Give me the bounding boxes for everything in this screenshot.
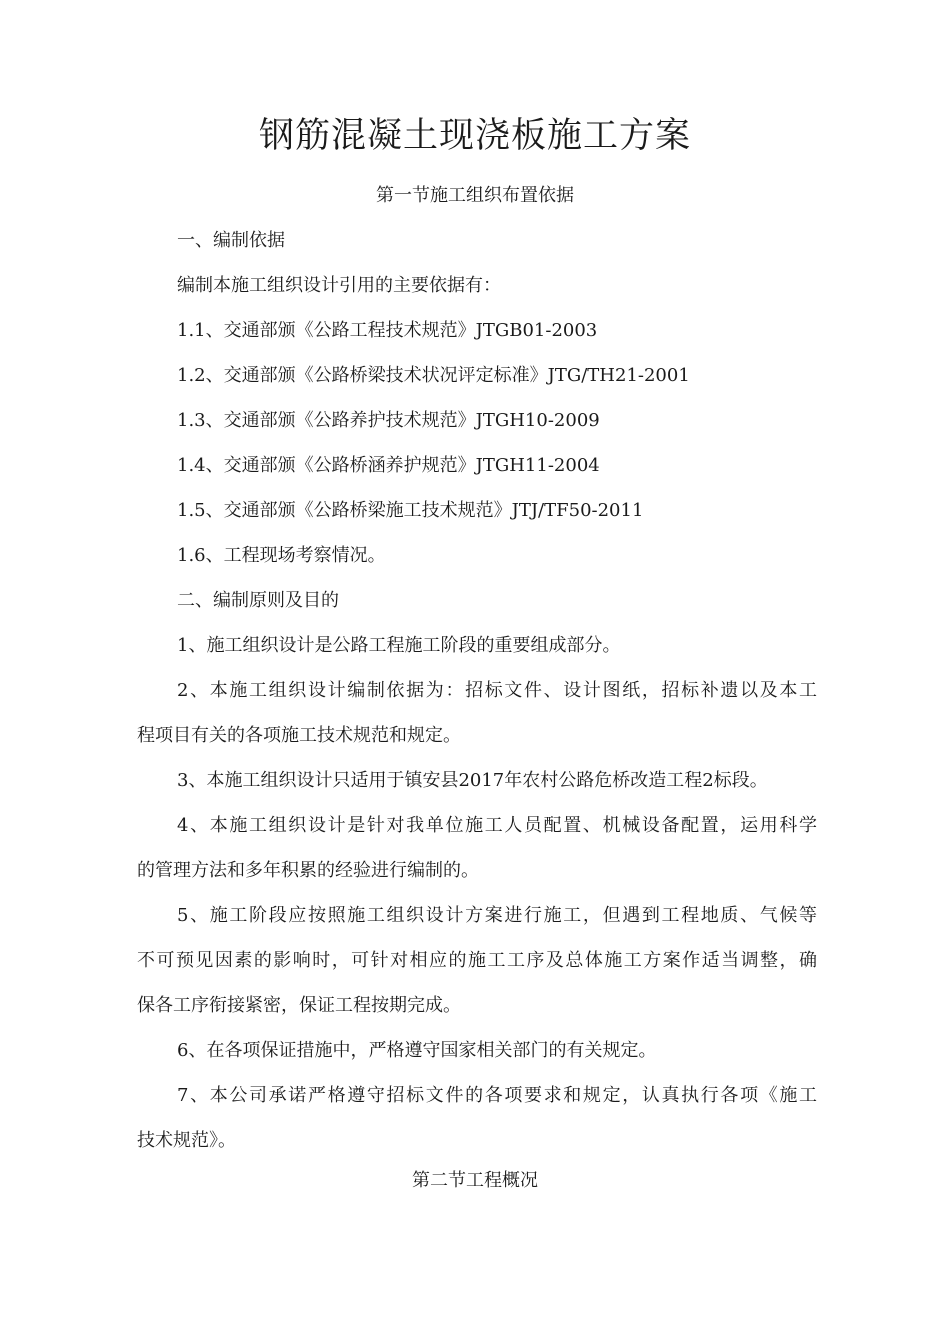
section-1-title: 第一节施工组织布置依据	[376, 185, 574, 206]
principle-3: 3、本施工组织设计只适用于镇安县2017年农村公路危桥改造工程2标段。	[177, 770, 768, 791]
principle-5-line-3: 保各工序衔接紧密，保证工程按期完成。	[137, 995, 461, 1016]
principle-4-line-2: 的管理方法和多年积累的经验进行编制的。	[137, 860, 479, 881]
reference-item: 1.5、交通部颁《公路桥梁施工技术规范》JTJ/TF50-2011	[177, 500, 644, 521]
reference-item: 1.6、工程现场考察情况。	[177, 545, 386, 566]
reference-item: 1.1、交通部颁《公路工程技术规范》JTGB01-2003	[177, 320, 598, 341]
reference-item: 1.2、交通部颁《公路桥梁技术状况评定标准》JTG/TH21-2001	[177, 365, 690, 386]
basis-intro: 编制本施工组织设计引用的主要依据有：	[177, 275, 501, 296]
document-title: 钢筋混凝土现浇板施工方案	[258, 116, 691, 156]
principle-5-line-2: 不可预见因素的影响时，可针对相应的施工工序及总体施工方案作适当调整，确	[137, 950, 817, 971]
principle-2-line-2: 程项目有关的各项施工技术规范和规定。	[137, 725, 461, 746]
principle-7-line-1: 7、本公司承诺严格遵守招标文件的各项要求和规定，认真执行各项《施工	[177, 1085, 817, 1106]
principle-1: 1、施工组织设计是公路工程施工阶段的重要组成部分。	[177, 635, 621, 656]
principle-4-line-1: 4、本施工组织设计是针对我单位施工人员配置、机械设备配置，运用科学	[177, 815, 817, 836]
heading-principles: 二、编制原则及目的	[177, 590, 339, 611]
reference-item: 1.3、交通部颁《公路养护技术规范》JTGH10-2009	[177, 410, 600, 431]
principle-7-line-2: 技术规范》。	[137, 1130, 236, 1151]
reference-item: 1.4、交通部颁《公路桥涵养护规范》JTGH11-2004	[177, 455, 600, 476]
principle-6: 6、在各项保证措施中，严格遵守国家相关部门的有关规定。	[177, 1040, 657, 1061]
principle-5-line-1: 5、施工阶段应按照施工组织设计方案进行施工，但遇到工程地质、气候等	[177, 905, 817, 926]
section-2-title: 第二节工程概况	[412, 1170, 538, 1191]
principle-2-line-1: 2、本施工组织设计编制依据为：招标文件、设计图纸，招标补遗以及本工	[177, 680, 817, 701]
heading-compile-basis: 一、编制依据	[177, 230, 285, 251]
